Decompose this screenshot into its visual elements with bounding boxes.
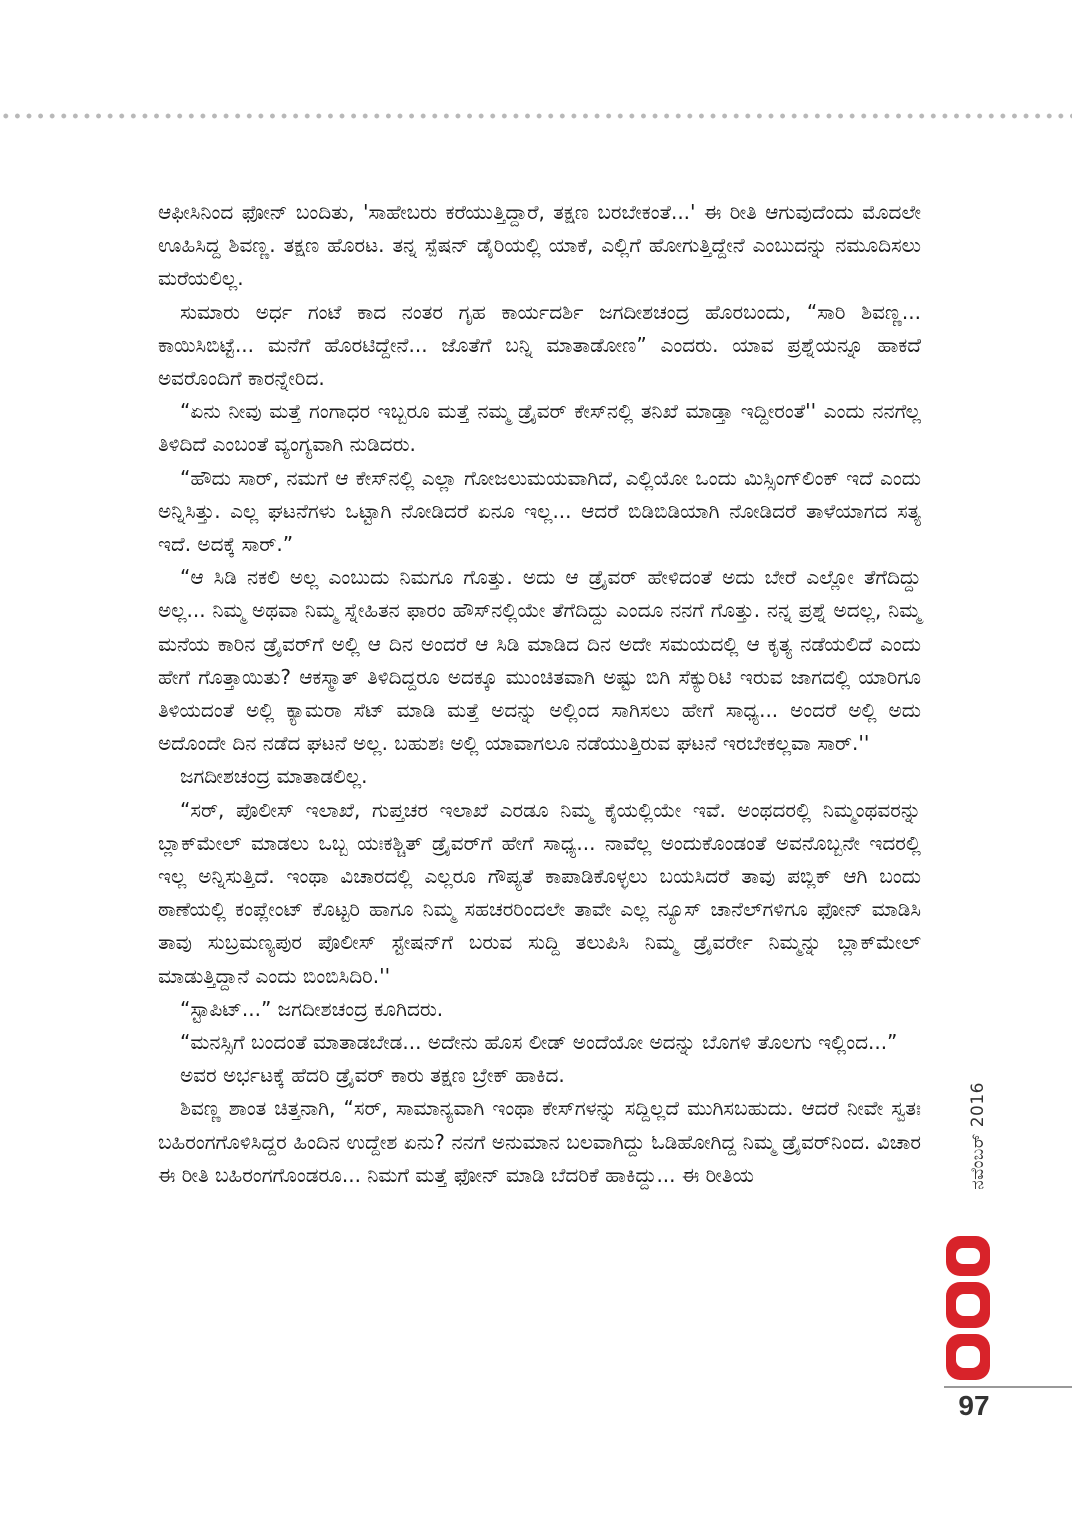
paragraph: ಸುಮಾರು ಅರ್ಧ ಗಂಟೆ ಕಾದ ನಂತರ ಗೃಹ ಕಾರ್ಯದರ್ಶಿ ಜಗದೀಶಚಂದ್ರ ಹೊರಬಂದು, “ಸಾರಿ ಶಿವಣ್ಣ... ಕಾಯಿಸಿಬಿಟ್ಟೆ... ಮನೆಗೆ ಹೊರಟಿದ್ದೇನೆ... ಜೊತೆಗೆ ಬನ್ನಿ ಮಾತಾಡೋಣ” ಎಂದರು. ಯಾವ ಪ್ರಶ್ನೆಯನ್ನೂ ಹಾಕದೆ ಅವರೊಂದಿಗೆ ಕಾರನ್ನೇರಿದ. xyxy=(158,299,921,391)
paragraph: ಅವರ ಅರ್ಭಟಕ್ಕೆ ಹೆದರಿ ಡ್ರೈವರ್ ಕಾರು ತಕ್ಷಣ ಬ್ರೇಕ್ ಹಾಕಿದ. xyxy=(180,1063,565,1088)
paragraph: ಶಿವಣ್ಣ ಶಾಂತ ಚಿತ್ತನಾಗಿ, “ಸರ್, ಸಾಮಾನ್ಯವಾಗಿ ಇಂಥಾ ಕೇಸ್‌ಗಳನ್ನು ಸದ್ದಿಲ್ಲದೆ ಮುಗಿಸಬಹುದು. ಆದರೆ ನೀವೇ ಸ್ವತಃ ಬಹಿರಂಗಗೊಳಿಸಿದ್ದರ ಹಿಂದಿನ ಉದ್ದೇಶ ಏನು? ನನಗೆ ಅನುಮಾನ ಬಲವಾಗಿದ್ದು ಓಡಿಹೋಗಿದ್ದ ನಿಮ್ಮ ಡ್ರೈವರ್‌ನಿಂದ. ವಿಚಾರ ಈ ರೀತಿ ಬಹಿರಂಗಗೊಂಡರೂ... ನಿಮಗೆ ಮತ್ತೆ ಫೋನ್ ಮಾಡಿ ಬೆದರಿಕೆ ಹಾಕಿದ್ದು... ಈ ರೀತಿಯ xyxy=(158,1096,921,1187)
magazine-logo xyxy=(942,1234,994,1384)
issue-date: ನವೆಂಬರ್ 2016 xyxy=(968,1082,988,1190)
page-number: 97 xyxy=(958,1390,990,1421)
paragraph: ಆಫೀಸಿನಿಂದ ಫೋನ್ ಬಂದಿತು, 'ಸಾಹೇಬರು ಕರೆಯುತ್ತಿದ್ದಾರೆ, ತಕ್ಷಣ ಬರಬೇಕಂತೆ...' ಈ ರೀತಿ ಆಗುವುದೆಂದು ಮೊದಲೇ ಊಹಿಸಿದ್ದ ಶಿವಣ್ಣ. ತಕ್ಷಣ ಹೊರಟ. ತನ್ನ ಸ್ಪೆಷನ್ ಡೈರಿಯಲ್ಲಿ ಯಾಕೆ, ಎಲ್ಲಿಗೆ ಹೋಗುತ್ತಿದ್ದೇನೆ ಎಂಬುದನ್ನು ನಮೂದಿಸಲು ಮರೆಯಲಿಲ್ಲ. xyxy=(158,200,921,291)
paragraph: “ಮನಸ್ಸಿಗೆ ಬಂದಂತೆ ಮಾತಾಡಬೇಡ... ಅದೇನು ಹೊಸ ಲೀಡ್ ಅಂದೆಯೋ ಅದನ್ನು ಬೊಗಳಿ ತೊಲಗು ಇಲ್ಲಿಂದ...” xyxy=(180,1030,898,1055)
footer-rule xyxy=(944,1386,1072,1388)
paragraph: “ಹೌದು ಸಾರ್, ನಮಗೆ ಆ ಕೇಸ್‌ನಲ್ಲಿ ಎಲ್ಲಾ ಗೋಜಲುಮಯವಾಗಿದೆ, ಎಲ್ಲಿಯೋ ಒಂದು ಮಿಸ್ಸಿಂಗ್‌ಲಿಂಕ್ ಇದೆ ಎಂದು ಅನ್ನಿಸಿತ್ತು. ಎಲ್ಲ ಘಟನೆಗಳು ಒಟ್ಟಾಗಿ ನೋಡಿದರೆ ಏನೂ ಇಲ್ಲ... ಆದರೆ ಬಿಡಿಬಿಡಿಯಾಗಿ ನೋಡಿದರೆ ತಾಳೆಯಾಗದ ಸತ್ಯ ಇದೆ. ಅದಕ್ಕೆ ಸಾರ್.” xyxy=(158,465,921,557)
paragraph: “ಸರ್, ಪೊಲೀಸ್ ಇಲಾಖೆ, ಗುಪ್ತಚರ ಇಲಾಖೆ ಎರಡೂ ನಿಮ್ಮ ಕೈಯಲ್ಲಿಯೇ ಇವೆ. ಅಂಥದರಲ್ಲಿ ನಿಮ್ಮಂಥವರನ್ನು ಬ್ಲಾಕ್‌ಮೇಲ್ ಮಾಡಲು ಒಬ್ಬ ಯಃಕಶ್ಚಿತ್ ಡ್ರೈವರ್‌ಗೆ ಹೇಗೆ ಸಾಧ್ಯ... ನಾವೆಲ್ಲ ಅಂದುಕೊಂಡಂತೆ ಅವನೊಬ್ಬನೇ ಇದರಲ್ಲಿ ಇಲ್ಲ ಅನ್ನಿಸುತ್ತಿದೆ. ಇಂಥಾ ವಿಚಾರದಲ್ಲಿ ಎಲ್ಲರೂ ಗೌಪ್ಯತೆ ಕಾಪಾಡಿಕೊಳ್ಳಲು ಬಯಸಿದರೆ ತಾವು ಪಬ್ಲಿಕ್ ಆಗಿ ಬಂದು ಠಾಣೆಯಲ್ಲಿ ಕಂಪ್ಲೇಂಟ್ ಕೊಟ್ಟರಿ ಹಾಗೂ ನಿಮ್ಮ ಸಹಚರರಿಂದಲೇ ತಾವೇ ಎಲ್ಲ ನ್ಯೂಸ್ ಚಾನೆಲ್‌ಗಳಿಗೂ ಫೋನ್ ಮಾಡಿಸಿ ತಾವು ಸುಬ್ರಮಣ್ಯಪುರ ಪೊಲೀಸ್ ಸ್ಟೇಷನ್‌ಗೆ ಬರುವ ಸುದ್ದಿ ತಲುಪಿಸಿ ನಿಮ್ಮ ಡ್ರೈವರ್ರೇ ನಿಮ್ಮನ್ನು ಬ್ಲಾಕ್‌ಮೇಲ್ ಮಾಡುತ್ತಿದ್ದಾನೆ ಎಂದು ಬಿಂಬಿಸಿದಿರಿ.'' xyxy=(158,797,921,988)
paragraph: “ಸ್ಟಾಪಿಟ್...” ಜಗದೀಶಚಂದ್ರ ಕೂಗಿದರು. xyxy=(180,996,444,1021)
paragraph: “ಏನು ನೀವು ಮತ್ತೆ ಗಂಗಾಧರ ಇಬ್ಬರೂ ಮತ್ತೆ ನಮ್ಮ ಡ್ರೈವರ್ ಕೇಸ್‌ನಲ್ಲಿ ತನಿಖೆ ಮಾಡ್ತಾ ಇದ್ದೀರಂತೆ'' ಎಂದು ನನಗೆಲ್ಲ ತಿಳಿದಿದೆ ಎಂಬಂತೆ ವ್ಯಂಗ್ಯವಾಗಿ ನುಡಿದರು. xyxy=(158,399,921,457)
paragraph: “ಆ ಸಿಡಿ ನಕಲಿ ಅಲ್ಲ ಎಂಬುದು ನಿಮಗೂ ಗೊತ್ತು. ಅದು ಆ ಡ್ರೈವರ್ ಹೇಳಿದಂತೆ ಅದು ಬೇರೆ ಎಲ್ಲೋ ತೆಗೆದಿದ್ದು ಅಲ್ಲ... ನಿಮ್ಮ ಅಥವಾ ನಿಮ್ಮ ಸ್ನೇಹಿತನ ಫಾರಂ ಹೌಸ್‌ನಲ್ಲಿಯೇ ತೆಗೆದಿದ್ದು ಎಂದೂ ನನಗೆ ಗೊತ್ತು. ನನ್ನ ಪ್ರಶ್ನೆ ಅದಲ್ಲ, ನಿಮ್ಮ ಮನೆಯ ಕಾರಿನ ಡ್ರೈವರ್‌ಗೆ ಅಲ್ಲಿ ಆ ದಿನ ಅಂದರೆ ಆ ಸಿಡಿ ಮಾಡಿದ ದಿನ ಅದೇ ಸಮಯದಲ್ಲಿ ಆ ಕೃತ್ಯ ನಡೆಯಲಿದೆ ಎಂದು ಹೇಗೆ ಗೊತ್ತಾಯಿತು? ಆಕಸ್ಮಾತ್ ತಿಳಿದಿದ್ದರೂ ಅದಕ್ಕೂ ಮುಂಚಿತವಾಗಿ ಅಷ್ಟು ಬಿಗಿ ಸೆಕ್ಯುರಿಟಿ ಇರುವ ಜಾಗದಲ್ಲಿ ಯಾರಿಗೂ ತಿಳಿಯದಂತೆ ಅಲ್ಲಿ ಕ್ಯಾಮರಾ ಸೆಟ್ ಮಾಡಿ ಮತ್ತೆ ಅದನ್ನು ಅಲ್ಲಿಂದ ಸಾಗಿಸಲು ಹೇಗೆ ಸಾಧ್ಯ... ಅಂದರೆ ಅಲ್ಲಿ ಅದು ಅದೊಂದೇ ದಿನ ನಡೆದ ಘಟನೆ ಅಲ್ಲ. ಬಹುಶಃ ಅಲ್ಲಿ ಯಾವಾಗಲೂ ನಡೆಯುತ್ತಿರುವ ಘಟನೆ ಇರಬೇಕಲ್ಲವಾ ಸಾರ್.'' xyxy=(158,565,921,756)
article-body xyxy=(158,196,921,1192)
dotted-header-rule xyxy=(0,112,1072,120)
paragraph: ಜಗದೀಶಚಂದ್ರ ಮಾತಾಡಲಿಲ್ಲ. xyxy=(180,764,368,789)
